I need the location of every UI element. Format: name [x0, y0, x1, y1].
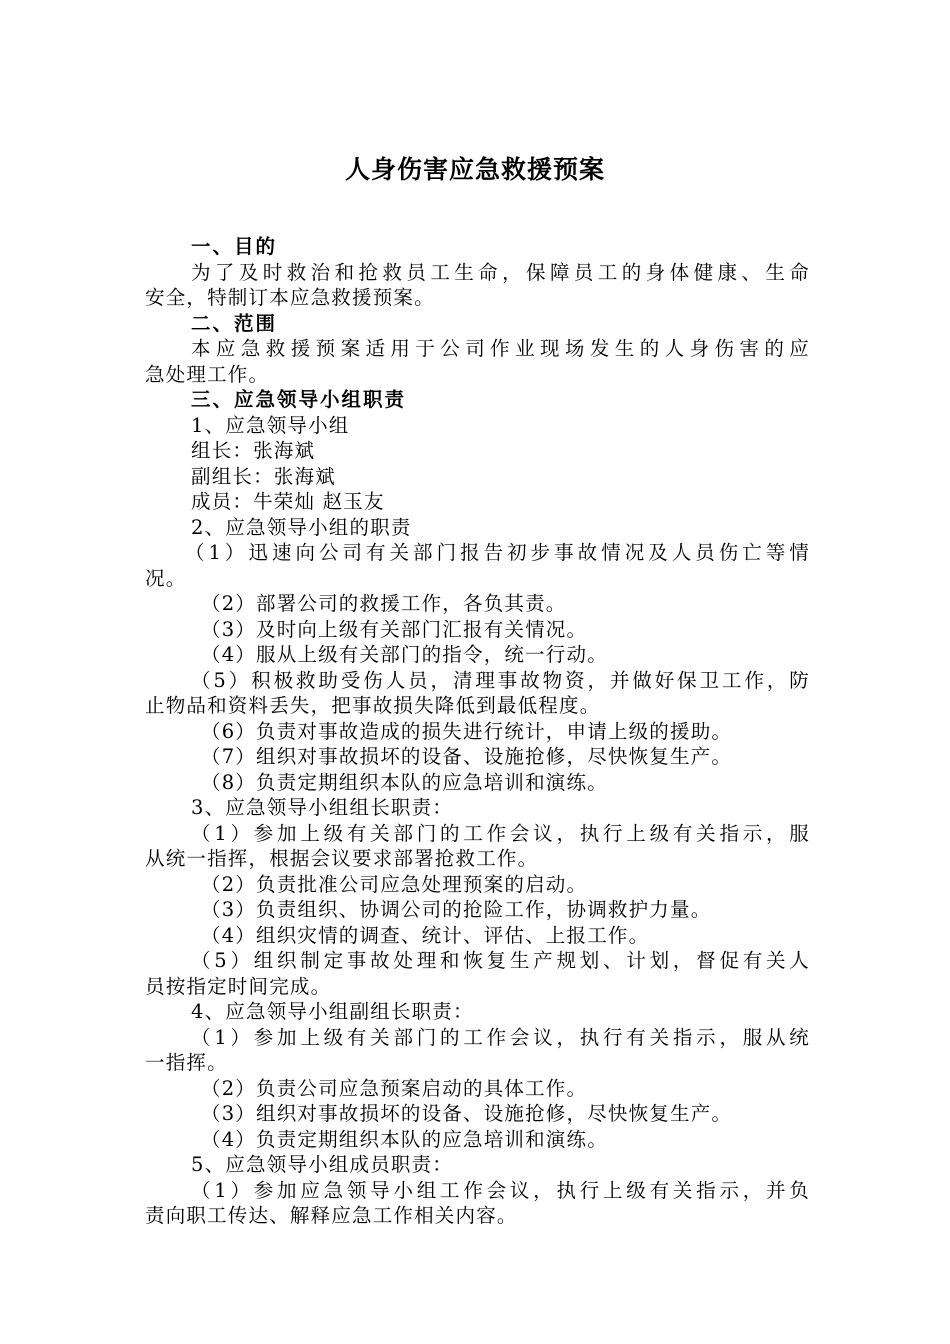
- paragraph-line: 3、应急领导小组组长职责：: [191, 796, 454, 819]
- paragraph-line: （4）组织灾情的调查、统计、评估、上报工作。: [201, 923, 650, 947]
- paragraph-line: 况。: [145, 566, 187, 590]
- paragraph-line: 5、应急领导小组成员职责：: [191, 1153, 454, 1176]
- section-heading: 一、目的: [191, 235, 278, 258]
- paragraph-line: 2、应急领导小组的职责: [191, 515, 412, 539]
- paragraph-line: 1、应急领导小组: [191, 413, 350, 437]
- paragraph-line: （2）部署公司的救援工作，各负其责。: [201, 592, 567, 615]
- paragraph-line: （3）组织对事故损坏的设备、设施抢修，尽快恢复生产。: [201, 1102, 733, 1125]
- paragraph-line: 成员：牛荣灿 赵玉友: [191, 490, 385, 513]
- paragraph-line: （2）负责批准公司应急处理预案的启动。: [201, 872, 588, 896]
- paragraph-line: （6）负责对事故造成的损失进行统计，申请上级的援助。: [201, 719, 733, 743]
- paragraph-line: （3）负责组织、协调公司的抢险工作，协调救护力量。: [201, 898, 712, 921]
- paragraph-line: （1）参加应急领导小组工作会议，执行上级有关指示，并负: [191, 1178, 810, 1202]
- paragraph-line: （3）及时向上级有关部门汇报有关情况。: [201, 617, 588, 641]
- paragraph-line: （1）参加上级有关部门的工作会议，执行上级有关指示，服: [191, 821, 810, 845]
- paragraph-line: 本应急救援预案适用于公司作业现场发生的人身伤害的应: [191, 337, 810, 360]
- section-heading: 三、应急领导小组职责: [191, 388, 407, 411]
- paragraph-line: （4）服从上级有关部门的指令，统一行动。: [201, 643, 608, 666]
- section-heading: 二、范围: [191, 311, 278, 335]
- paragraph-line: （8）负责定期组织本队的应急培训和演练。: [201, 770, 608, 794]
- paragraph-line: （1）迅速向公司有关部门报告初步事故情况及人员伤亡等情: [185, 541, 810, 564]
- paragraph-line: （4）负责定期组织本队的应急培训和演练。: [201, 1127, 608, 1151]
- paragraph-line: （7）组织对事故损坏的设备、设施抢修，尽快恢复生产。: [201, 745, 733, 768]
- paragraph-line: （5）组织制定事故处理和恢复生产规划、计划，督促有关人: [191, 949, 810, 972]
- paragraph-line: 从统一指挥，根据会议要求部署抢救工作。: [145, 847, 539, 870]
- paragraph-line: （2）负责公司应急预案启动的具体工作。: [201, 1076, 588, 1100]
- document-body: [145, 234, 810, 1229]
- paragraph-line: 止物品和资料丢失，把事故损失降低到最低程度。: [145, 694, 601, 717]
- paragraph-line: 一指挥。: [145, 1051, 228, 1074]
- paragraph-line: 为了及时救治和抢救员工生命，保障员工的身体健康、生命: [191, 260, 810, 284]
- paragraph-line: （5）积极救助受伤人员，清理事故物资，并做好保卫工作，防: [191, 668, 810, 692]
- paragraph-line: （1）参加上级有关部门的工作会议，执行有关指示，服从统: [191, 1025, 810, 1049]
- paragraph-line: 员按指定时间完成。: [145, 974, 332, 998]
- paragraph-line: 4、应急领导小组副组长职责：: [191, 1000, 474, 1023]
- paragraph-line: 组长：张海斌: [191, 439, 316, 462]
- paragraph-line: 安全，特制订本应急救援预案。: [145, 286, 435, 309]
- paragraph-line: 副组长：张海斌: [191, 464, 336, 488]
- document-title: 人身伤害应急救援预案: [344, 155, 605, 184]
- paragraph-line: 责向职工传达、解释应急工作相关内容。: [145, 1204, 518, 1227]
- paragraph-line: 急处理工作。: [145, 362, 270, 386]
